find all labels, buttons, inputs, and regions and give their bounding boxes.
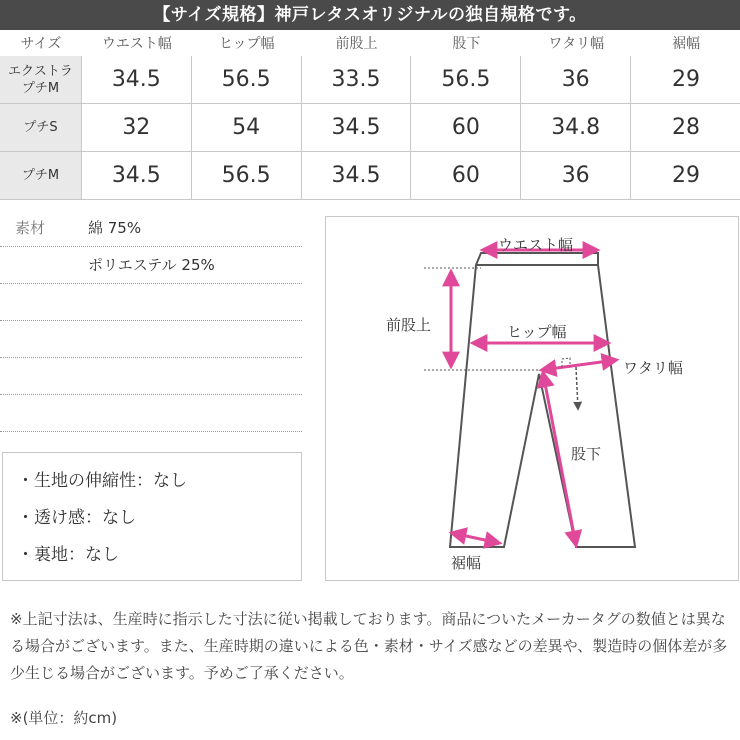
table-cell: 29 [672,163,701,188]
property-sheerness: ・透け感：なし [17,508,136,528]
disclaimer-text: ※上記寸法は、生産時に指示した寸法に従い掲載しております。商品についたメーカータグの数値とは異なる場合がございます。また、生産時期の違いによる色・素材・サイズ感などの差異や、製造時の個体差が多少生じる場合がございます。予めご了承ください。 [10,610,728,682]
material-value: ポリエステル 25% [88,256,215,274]
inseam-label: 股下 [571,445,602,463]
measurement-diagram [325,216,739,581]
material-line [0,247,302,284]
header-waist: ウエスト幅 [101,36,172,52]
hem-label: 裾幅 [451,554,482,572]
property-stretch: ・生地の伸縮性：なし [17,471,187,491]
material-line [0,210,302,247]
table-row [0,56,740,104]
table-cell: 34.8 [521,104,631,151]
table-cell: 54 [192,104,302,151]
header-size: サイズ [20,36,62,52]
table-cell: 34.5 [82,56,192,103]
size-table-header [0,32,740,56]
material-line-empty [0,284,302,321]
table-cell: 56.5 [192,56,302,103]
pants-illustration [326,217,738,580]
table-row [0,152,740,200]
table-cell: 33.5 [302,56,412,103]
table-cell: 60 [411,104,521,151]
property-lining: ・裏地：なし [17,545,119,565]
table-cell: 32 [82,104,192,151]
header-inseam: 股下 [452,36,481,52]
waist-label: ウエスト幅 [498,236,574,254]
row-size-label: プチM [0,152,82,199]
table-row [0,104,740,152]
header-hem: 裾幅 [672,36,701,52]
material-key: 素材 [15,219,46,237]
hip-label: ヒップ幅 [507,323,567,341]
material-section [0,210,302,432]
table-cell: 56.5 [411,56,521,103]
rise-label: 前股上 [386,316,432,334]
size-table [0,32,740,200]
table-cell: 29 [672,67,701,92]
table-cell: 36 [521,152,631,199]
table-cell: 28 [672,115,701,140]
header-hip: ヒップ幅 [218,36,275,52]
row-size-label: エクストラ プチM [0,56,82,103]
thigh-label: ワタリ幅 [623,359,683,377]
header-rise: 前股上 [335,36,378,52]
header-thigh: ワタリ幅 [548,36,605,52]
table-cell: 34.5 [302,152,412,199]
material-value: 綿 75% [88,219,142,237]
table-cell: 56.5 [192,152,302,199]
table-cell: 60 [411,152,521,199]
unit-note: ※(単位：約cm) [10,709,118,727]
material-line-empty [0,321,302,358]
pants-outline [450,253,635,547]
row-size-label: プチS [0,104,82,151]
table-cell: 34.5 [82,152,192,199]
fabric-properties-box [2,452,302,581]
material-line-empty [0,395,302,432]
size-spec-banner: 【サイズ規格】神戸レタスオリジナルの独自規格です。 [0,0,740,30]
table-cell: 34.5 [302,104,412,151]
material-line-empty [0,358,302,395]
table-cell: 36 [521,56,631,103]
